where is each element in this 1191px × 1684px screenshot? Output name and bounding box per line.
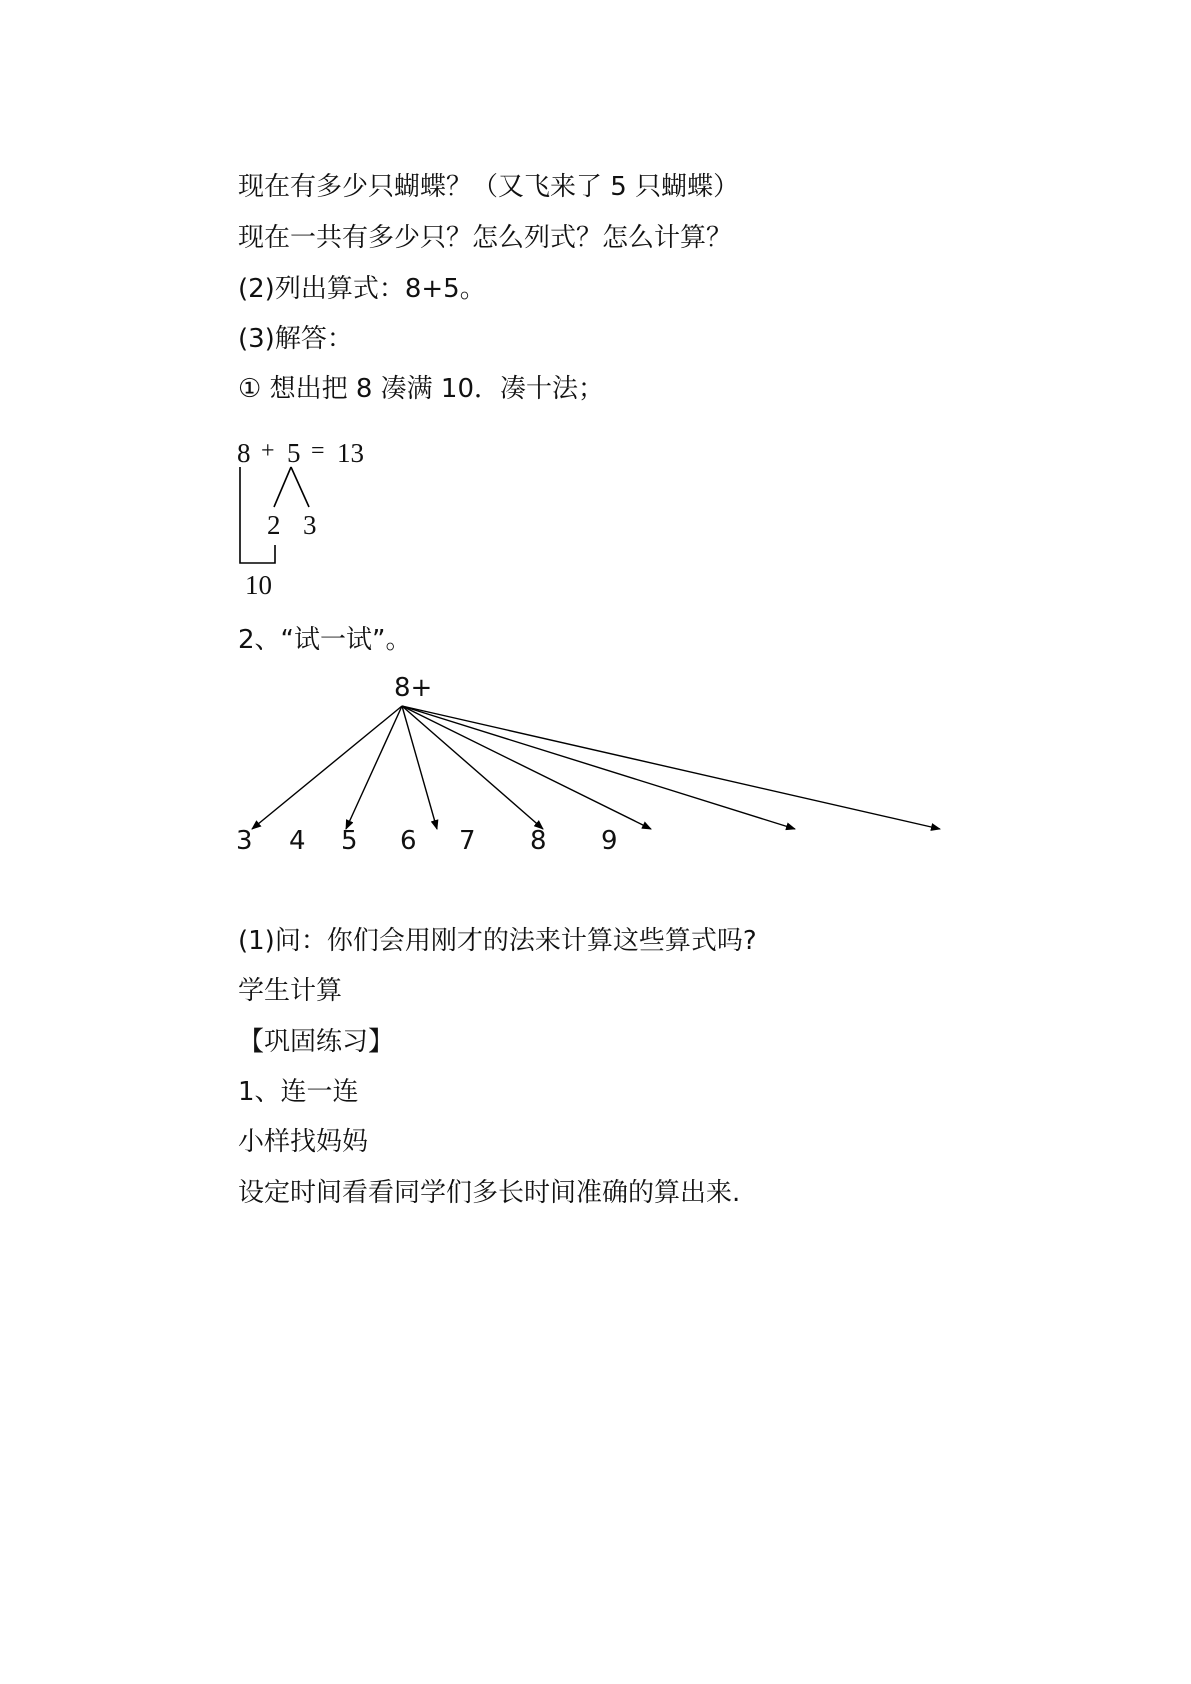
fan-arrow-7 xyxy=(402,706,940,829)
text-line-6: 2、“试一试”。 xyxy=(238,625,412,655)
split-eq: = xyxy=(311,438,325,464)
fan-arrow-2 xyxy=(346,706,402,829)
split-part1: 2 xyxy=(267,510,281,540)
text-line-4: (3)解答： xyxy=(238,324,353,354)
fan-arrow-1 xyxy=(252,706,402,829)
text-line-12: 设定时间看看同学们多长时间准确的算出来. xyxy=(238,1178,741,1208)
fan-number-2: 4 xyxy=(289,826,306,856)
fan-number-1: 3 xyxy=(236,826,253,856)
fan-arrow-4 xyxy=(402,706,543,829)
split-a: 8 xyxy=(237,438,251,468)
text-line-3: (2)列出算式：8+5。 xyxy=(238,274,486,304)
text-line-5: ① 想出把 8 凑满 10．凑十法； xyxy=(238,374,604,404)
text-line-11: 小样找妈妈 xyxy=(238,1127,369,1157)
split-result: 13 xyxy=(337,438,364,468)
text-line-8: 学生计算 xyxy=(238,976,343,1006)
fan-number-3: 5 xyxy=(341,826,358,856)
text-line-7: (1)问：你们会用刚才的法来计算这些算式吗? xyxy=(238,926,757,956)
fan-number-5: 7 xyxy=(459,826,476,856)
fan-number-4: 6 xyxy=(400,826,417,856)
fan-number-7: 9 xyxy=(601,826,618,856)
fan-arrow-5 xyxy=(402,706,651,829)
fan-arrow-3 xyxy=(402,706,437,829)
fan-arrow-6 xyxy=(402,706,795,829)
split-plus: + xyxy=(261,438,275,464)
split-ten: 10 xyxy=(245,570,272,600)
split-b: 5 xyxy=(287,438,301,468)
text-line-1: 现在有多少只蝴蝶？（又飞来了 5 只蝴蝶） xyxy=(238,172,740,202)
text-line-9: 【巩固练习】 xyxy=(238,1027,395,1057)
fan-root: 8+ xyxy=(394,673,433,703)
fan-number-6: 8 xyxy=(530,826,547,856)
text-line-2: 现在一共有多少只？怎么列式？怎么计算？ xyxy=(238,223,733,253)
split-part2: 3 xyxy=(303,510,317,540)
text-line-10: 1、连一连 xyxy=(238,1077,359,1107)
